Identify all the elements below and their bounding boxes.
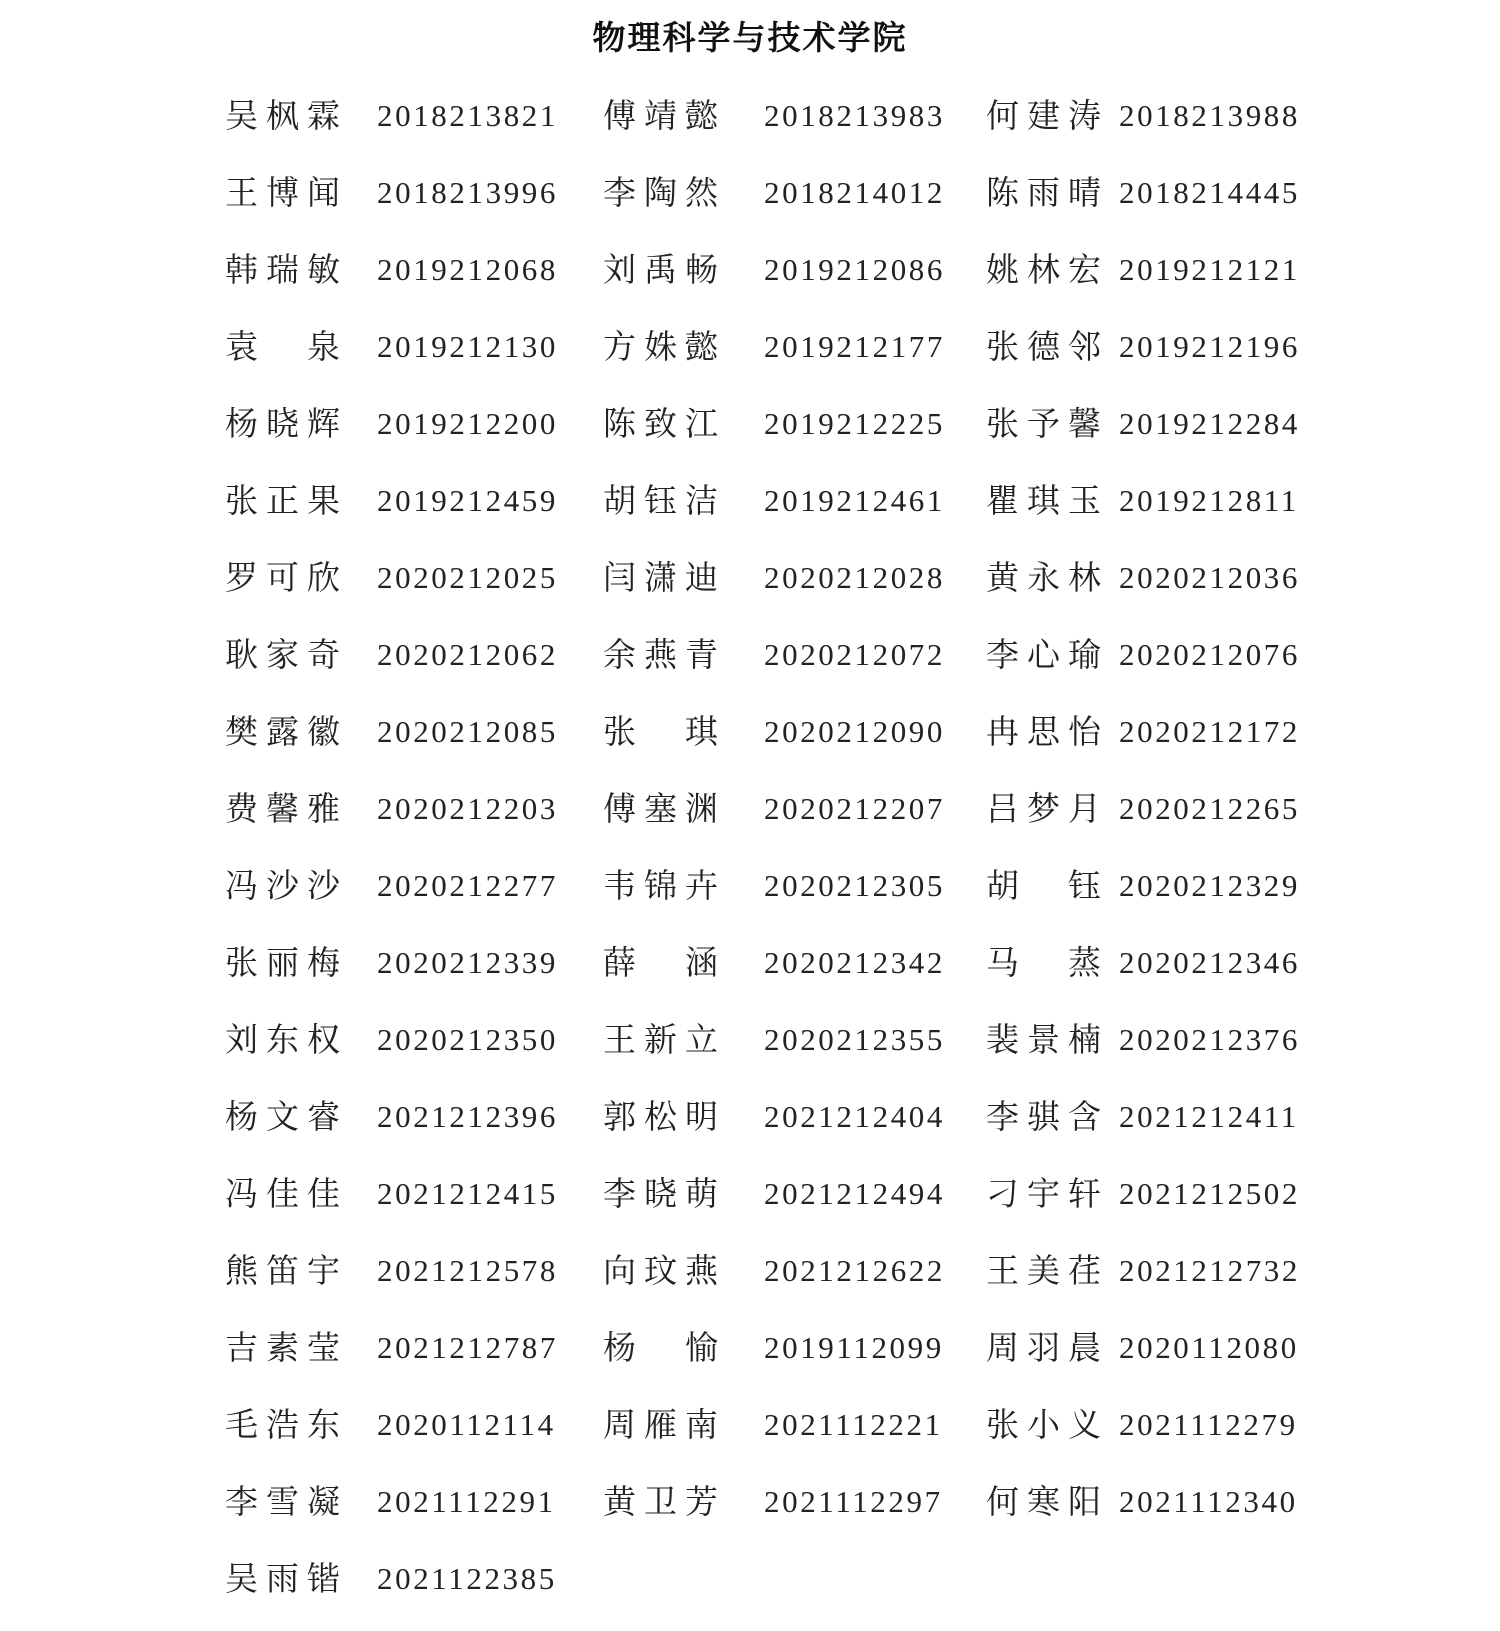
student-id: 2021212494 — [764, 1176, 945, 1211]
roster-row — [0, 861, 1500, 938]
student-id: 2020112080 — [1119, 1330, 1299, 1365]
roster-row — [0, 1092, 1500, 1169]
student-id: 2021212415 — [377, 1176, 558, 1211]
student-name: 何寒阳 — [986, 1482, 1109, 1521]
student-id: 2021212787 — [377, 1330, 558, 1365]
student-name: 耿家奇 — [225, 635, 348, 674]
student-name: 胡钰洁 — [603, 481, 726, 520]
roster-row — [0, 168, 1500, 245]
student-name: 张丽梅 — [225, 943, 348, 982]
student-id: 2020212339 — [377, 945, 558, 980]
student-name: 余燕青 — [603, 635, 726, 674]
roster-row — [0, 476, 1500, 553]
student-name: 张 琪 — [603, 712, 726, 751]
roster-row — [0, 399, 1500, 476]
student-id: 2020212207 — [764, 791, 945, 826]
student-name: 黄卫芳 — [603, 1482, 726, 1521]
roster-row — [0, 1015, 1500, 1092]
roster-row — [0, 707, 1500, 784]
roster-row — [0, 322, 1500, 399]
student-name: 冉思怡 — [986, 712, 1109, 751]
student-id: 2021212404 — [764, 1099, 945, 1134]
student-name: 费馨雅 — [225, 789, 348, 828]
student-id: 2020212265 — [1119, 791, 1300, 826]
student-id: 2020212090 — [764, 714, 945, 749]
student-name: 陈雨晴 — [986, 173, 1109, 212]
roster-row — [0, 245, 1500, 322]
student-name: 刘禹畅 — [603, 250, 726, 289]
page-title: 物理科学与技术学院 — [592, 18, 908, 57]
student-id: 2021112297 — [764, 1484, 943, 1519]
student-id: 2021212411 — [1119, 1099, 1299, 1134]
student-name: 冯佳佳 — [225, 1174, 348, 1213]
student-name: 杨晓辉 — [225, 404, 348, 443]
roster-row — [0, 1554, 1500, 1631]
roster-row — [0, 553, 1500, 630]
student-id: 2019212086 — [764, 252, 945, 287]
student-name: 何建涛 — [986, 96, 1109, 135]
student-id: 2020212355 — [764, 1022, 945, 1057]
student-name: 杨文睿 — [225, 1097, 348, 1136]
student-id: 2019212284 — [1119, 406, 1300, 441]
student-id: 2019212068 — [377, 252, 558, 287]
student-id: 2018213996 — [377, 175, 558, 210]
student-name: 李心瑜 — [986, 635, 1109, 674]
student-name: 罗可欣 — [225, 558, 348, 597]
student-name: 王博闻 — [225, 173, 348, 212]
student-id: 2019212461 — [764, 483, 945, 518]
student-name: 刘东权 — [225, 1020, 348, 1059]
student-name: 薛 涵 — [603, 943, 726, 982]
roster-row — [0, 91, 1500, 168]
student-name: 李骐含 — [986, 1097, 1109, 1136]
student-name: 吴雨锴 — [225, 1559, 348, 1598]
student-id: 2021112221 — [764, 1407, 943, 1442]
student-name: 周羽晨 — [986, 1328, 1109, 1367]
student-id: 2021212732 — [1119, 1253, 1300, 1288]
student-name: 闫潇迪 — [603, 558, 726, 597]
student-id: 2021112291 — [377, 1484, 556, 1519]
student-roster — [0, 91, 1500, 1631]
student-id: 2019212200 — [377, 406, 558, 441]
roster-row — [0, 1477, 1500, 1554]
student-id: 2020212028 — [764, 560, 945, 595]
roster-row — [0, 1246, 1500, 1323]
student-id: 2020212072 — [764, 637, 945, 672]
student-id: 2020212203 — [377, 791, 558, 826]
student-id: 2018214445 — [1119, 175, 1300, 210]
student-name: 冯沙沙 — [225, 866, 348, 905]
student-id: 2019212459 — [377, 483, 558, 518]
student-id: 2021112340 — [1119, 1484, 1298, 1519]
student-name: 张德邻 — [986, 327, 1109, 366]
student-name: 张小义 — [986, 1405, 1109, 1444]
student-id: 2020212376 — [1119, 1022, 1300, 1057]
student-id: 2020212062 — [377, 637, 558, 672]
student-name: 张正果 — [225, 481, 348, 520]
student-id: 2018213821 — [377, 98, 558, 133]
student-id: 2020212076 — [1119, 637, 1300, 672]
student-name: 李晓萌 — [603, 1174, 726, 1213]
student-name: 毛浩东 — [225, 1405, 348, 1444]
student-name: 傅靖懿 — [603, 96, 726, 135]
student-name: 王新立 — [603, 1020, 726, 1059]
student-name: 李陶然 — [603, 173, 726, 212]
student-id: 2019212121 — [1119, 252, 1300, 287]
student-name: 杨 愉 — [603, 1328, 726, 1367]
student-id: 2018214012 — [764, 175, 945, 210]
student-name: 韩瑞敏 — [225, 250, 348, 289]
student-id: 2020212350 — [377, 1022, 558, 1057]
student-name: 张予馨 — [986, 404, 1109, 443]
student-id: 2019212177 — [764, 329, 945, 364]
student-name: 袁 泉 — [225, 327, 348, 366]
student-name: 方姝懿 — [603, 327, 726, 366]
student-id: 2021212502 — [1119, 1176, 1300, 1211]
student-id: 2021212396 — [377, 1099, 558, 1134]
student-name: 马 蒸 — [986, 943, 1109, 982]
student-name: 陈致江 — [603, 404, 726, 443]
student-name: 吕梦月 — [986, 789, 1109, 828]
student-id: 2019212130 — [377, 329, 558, 364]
student-name: 向玟燕 — [603, 1251, 726, 1290]
student-name: 熊笛宇 — [225, 1251, 348, 1290]
roster-row — [0, 1400, 1500, 1477]
student-id: 2019212811 — [1119, 483, 1299, 518]
student-id: 2020212172 — [1119, 714, 1300, 749]
student-name: 裴景楠 — [986, 1020, 1109, 1059]
student-id: 2021212622 — [764, 1253, 945, 1288]
student-id: 2020212025 — [377, 560, 558, 595]
student-id: 2018213983 — [764, 98, 945, 133]
student-name: 刁宇轩 — [986, 1174, 1109, 1213]
student-name: 吴枫霖 — [225, 96, 348, 135]
student-name: 姚林宏 — [986, 250, 1109, 289]
student-id: 2020212346 — [1119, 945, 1300, 980]
student-id: 2020212305 — [764, 868, 945, 903]
student-id: 2019212196 — [1119, 329, 1300, 364]
student-id: 2019212225 — [764, 406, 945, 441]
student-id: 2020212036 — [1119, 560, 1300, 595]
student-id: 2019112099 — [764, 1330, 944, 1365]
student-name: 韦锦卉 — [603, 866, 726, 905]
student-name: 周雁南 — [603, 1405, 726, 1444]
roster-row — [0, 938, 1500, 1015]
roster-row — [0, 1323, 1500, 1400]
student-name: 傅塞渊 — [603, 789, 726, 828]
student-name: 黄永林 — [986, 558, 1109, 597]
student-id: 2020212342 — [764, 945, 945, 980]
student-id: 2020112114 — [377, 1407, 556, 1442]
student-id: 2020212085 — [377, 714, 558, 749]
roster-row — [0, 784, 1500, 861]
student-name: 吉素莹 — [225, 1328, 348, 1367]
student-id: 2021112279 — [1119, 1407, 1298, 1442]
student-id: 2020212277 — [377, 868, 558, 903]
student-id: 2020212329 — [1119, 868, 1300, 903]
student-name: 瞿琪玉 — [986, 481, 1109, 520]
student-name: 王美荏 — [986, 1251, 1109, 1290]
student-name: 樊露徽 — [225, 712, 348, 751]
roster-row — [0, 630, 1500, 707]
student-id: 2018213988 — [1119, 98, 1300, 133]
student-name: 李雪凝 — [225, 1482, 348, 1521]
student-id: 2021212578 — [377, 1253, 558, 1288]
student-name: 胡 钰 — [986, 866, 1109, 905]
student-name: 郭松明 — [603, 1097, 726, 1136]
student-id: 2021122385 — [377, 1561, 557, 1596]
roster-row — [0, 1169, 1500, 1246]
